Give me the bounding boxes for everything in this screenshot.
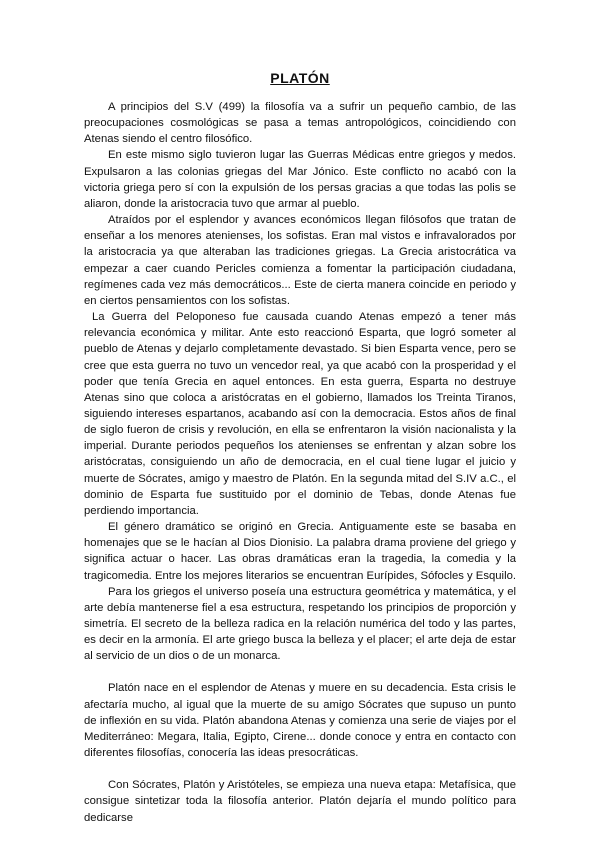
document-body bbox=[84, 99, 516, 826]
paragraph-arte-griego: Para los griegos el universo poseía una estructura geométrica y matemática, y el arte debía mantenerse fiel a esa estructura, respetando los principios de proporción y simetría. El secreto de la belleza radica en la relación numérica del todo y las partes, es decir en la armonía. El arte griego busca la belleza y el placer; el arte deja de estar al servicio de un dios o de un monarca. bbox=[84, 585, 516, 663]
paragraph-metafisica: Con Sócrates, Platón y Aristóteles, se empieza una nueva etapa: Metafísica, que consigue sintetizar toda la filosofía anterior. Platón dejaría el mundo político para dedicarse bbox=[84, 779, 516, 824]
paragraph-peloponeso: La Guerra del Peloponeso fue causada cuando Atenas empezó a tener más relevancia económica y militar. Ante esto reaccionó Esparta, que logró someter al pueblo de Atenas y dejarlo completamente devastado. Si bien Esparta vence, pero se cree que esta guerra no tuvo un vencedor real, ya que acabó con la prosperidad y el poder que tenía Grecia en aquel entonces. En esta guerra, Esparta no destruye Atenas sino que coloca a aristócratas en el gobierno, llamados los Treinta Tiranos, siguiendo intereses espartanos, acabando así con la democracia. Estos años de final de siglo fueron de crisis y revolución, en ella se enfrentaron la visión nacionalista y la imperial. Durante periodos pequeños los atenienses se enfrentan y alzan sobre los aristócratas, consiguiendo un año de democracia, en el cual tiene lugar el juicio y muerte de Sócrates, amigo y maestro de Platón. En la segunda mitad del S.IV a.C., el dominio de Esparta fue sustituido por el dominio de Tebas, donde Atenas fue perdiendo importancia. bbox=[84, 311, 516, 517]
paragraph-genero-dramatico: El género dramático se originó en Grecia. Antiguamente este se basaba en homenajes que se le hacían al Dios Dionisio. La palabra drama proviene del griego y significa actuar o hacer. Las obras dramáticas eran la tragedia, la comedia y la tragicomedia. Entre los mejores literarios se encuentran Eurípides, Sófocles y Esquilo. bbox=[84, 521, 517, 582]
page-title: PLATÓN bbox=[270, 70, 330, 86]
paragraph-intro: A principios del S.V (499) la filosofía va a sufrir un pequeño cambio, de las preocupaciones cosmológicas se pasa a temas antropológicos, coincidiendo con Atenas siendo el centro filosófico. bbox=[84, 101, 516, 146]
paragraph-platon-vida: Platón nace en el esplendor de Atenas y muere en su decadencia. Esta crisis le afectaría mucho, al igual que la muerte de su amigo Sócrates que supuso un punto de inflexión en su vida. Platón abandona Atenas y comienza una serie de viajes por el Mediterráneo: Megara, Italia, Egipto, Cirene... donde conoce y entra en contacto con diferentes filosofías, conocería las ideas presocráticas. bbox=[84, 682, 516, 760]
paragraph-sofistas: Atraídos por el esplendor y avances económicos llegan filósofos que tratan de enseñar a los menores atenienses, los sofistas. Eran mal vistos e infravalorados por la aristocracia ya que alteraban las tradiciones griegas. La Grecia aristocrática va empezar a caer cuando Pericles comienza a fomentar la participación ciudadana, regímenes cada vez más democráticos... Este de cierta manera coincide en periodo y en ciertos pensamientos con los sofistas. bbox=[84, 214, 516, 307]
paragraph-guerras-medicas: En este mismo siglo tuvieron lugar las Guerras Médicas entre griegos y medos. Expulsaron a las colonias griegas del Mar Jónico. Este conflicto no acabó con la victoria griega pero sí con la expulsión de los persas gracias a que todas las polis se aliaron, donde la aristocracia tuvo que armar al pueblo. bbox=[84, 149, 516, 210]
